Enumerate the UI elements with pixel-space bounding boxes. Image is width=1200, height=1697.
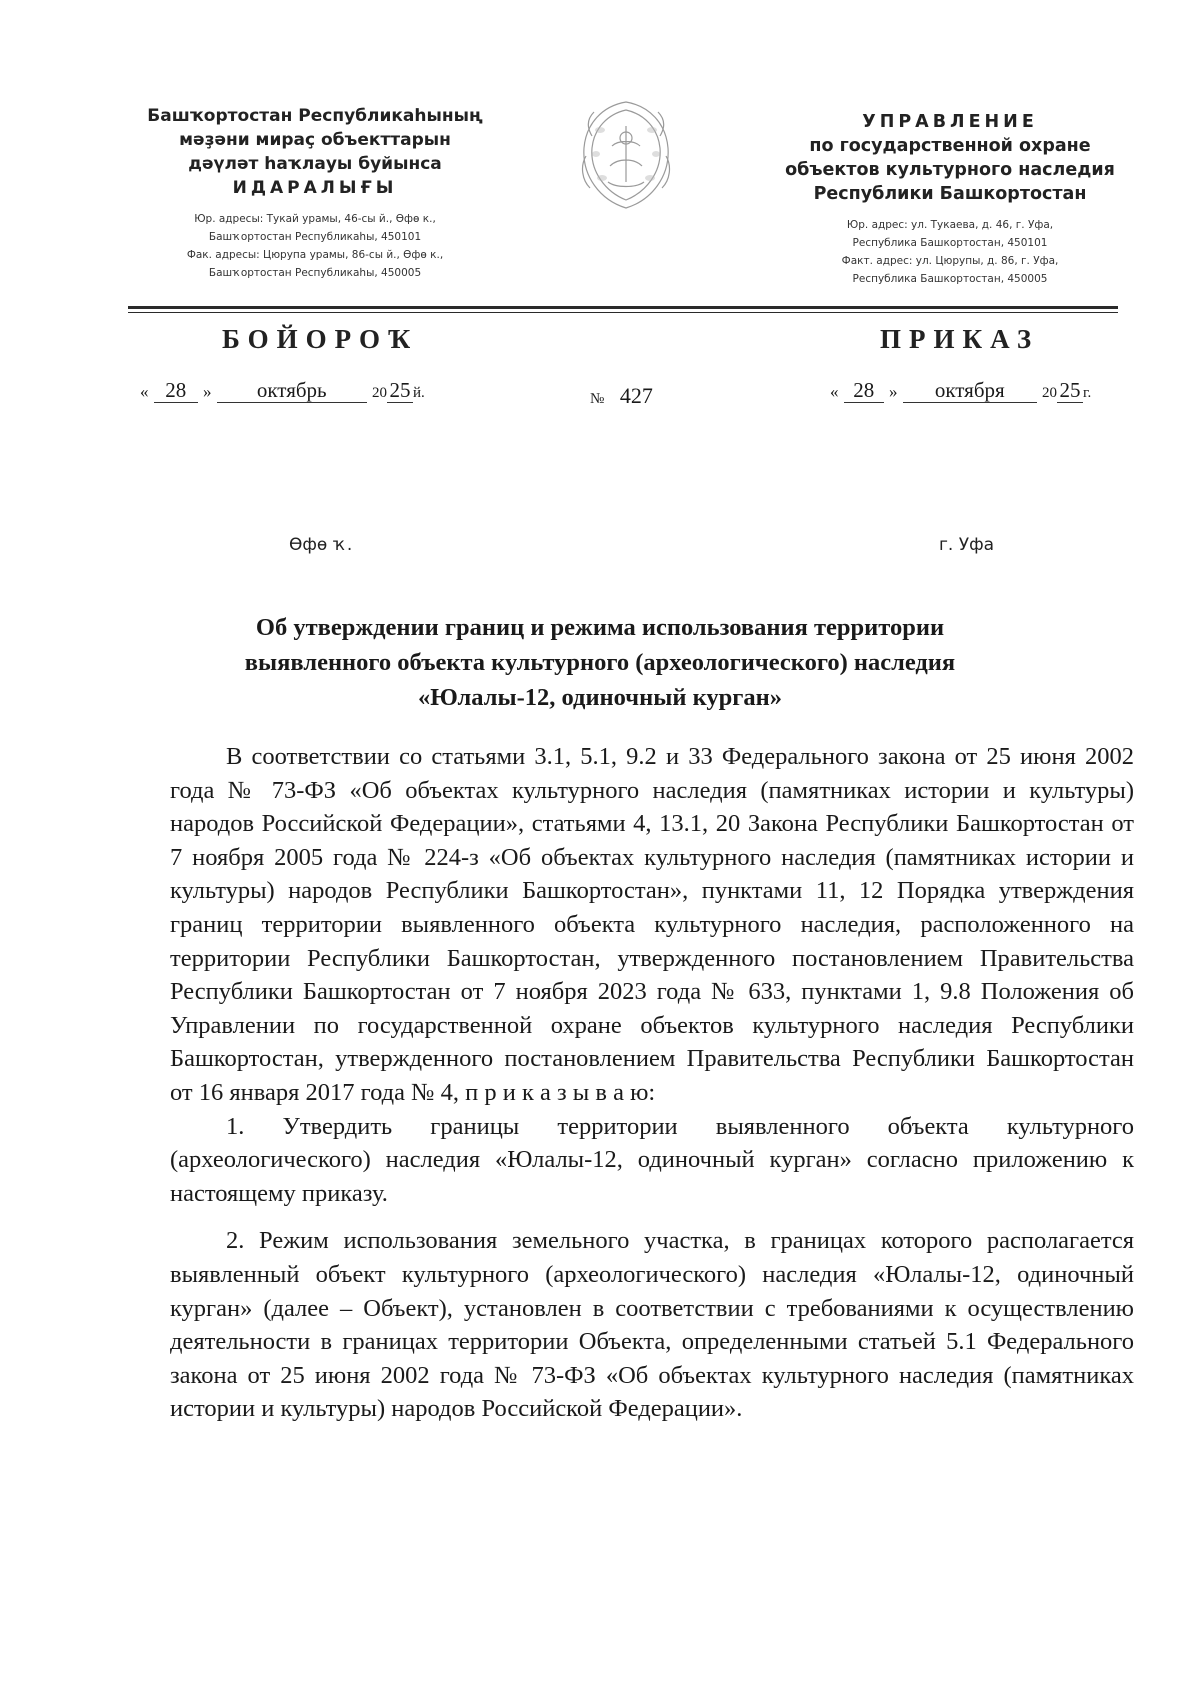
- city-bashkir: Өфө ҡ.: [289, 535, 353, 555]
- date-left: [140, 378, 425, 403]
- date-year-suffix: 25: [1057, 378, 1083, 403]
- date-year-prefix: 20: [1042, 385, 1057, 401]
- address-line: Башҡортостан Республикаһы, 450101: [208, 231, 422, 243]
- address-line: Республика Башкортостан, 450005: [852, 273, 1048, 285]
- open-quote: «: [830, 382, 839, 401]
- title-line: Об утверждении границ и режима использования территории: [255, 614, 945, 641]
- org-line: дәүләт һаҡлауы буйынса: [188, 154, 442, 174]
- org-line: объектов культурного наследия: [785, 160, 1115, 180]
- header-right-russian: [785, 110, 1115, 288]
- date-year-suffix: 25: [387, 378, 413, 403]
- date-day: 28: [154, 378, 198, 403]
- address-line: Факт. адрес: ул. Цюрупы, д. 86, г. Уфа,: [841, 255, 1059, 267]
- order-number: [590, 383, 653, 409]
- title-line: «Юлалы-12, одиночный курган»: [418, 684, 782, 711]
- number-value: 427: [619, 383, 653, 408]
- org-line: Башҡортостан Республикаһының: [147, 106, 483, 126]
- date-suffix: г.: [1083, 385, 1092, 401]
- org-name: ИДАРАЛЫҒЫ: [232, 178, 398, 198]
- preamble-paragraph: [170, 740, 1134, 1110]
- doc-type-russian: ПРИКАЗ: [880, 324, 1040, 354]
- date-suffix: й.: [413, 385, 425, 401]
- org-line: по государственной охране: [809, 136, 1091, 156]
- org-line: Республики Башкортостан: [813, 184, 1087, 204]
- org-name: УПРАВЛЕНИЕ: [862, 112, 1038, 132]
- header-divider-thick: [128, 306, 1118, 309]
- date-right: [830, 378, 1091, 403]
- address-line: Башҡортостан Республикаһы, 450005: [208, 267, 422, 279]
- document-title: [175, 610, 1025, 715]
- address-line: Юр. адресы: Тукай урамы, 46-сы й., Өфө к.,: [194, 213, 436, 225]
- date-day: 28: [844, 378, 884, 403]
- date-year-prefix: 20: [372, 385, 387, 401]
- document-body: [170, 740, 1134, 1426]
- address-line: Республика Башкортостан, 450101: [852, 237, 1048, 249]
- address-line: Фак. адресы: Цюрупа урамы, 86-сы й., Өфө к.,: [186, 249, 444, 261]
- date-month: октябрь: [217, 378, 367, 403]
- number-sign: №: [590, 391, 605, 407]
- coat-of-arms-emblem-icon: [572, 96, 680, 214]
- open-quote: «: [140, 382, 149, 401]
- header-left-bashkir: [130, 104, 500, 282]
- org-line: мәҙәни мираҫ объекттарын: [179, 130, 451, 150]
- address-block: [785, 216, 1115, 288]
- city-russian: г. Уфа: [939, 535, 995, 555]
- close-quote: »: [203, 382, 212, 401]
- address-line: Юр. адрес: ул. Тукаева, д. 46, г. Уфа,: [846, 219, 1054, 231]
- close-quote: »: [889, 382, 898, 401]
- title-line: выявленного объекта культурного (археологического) наследия: [244, 649, 956, 676]
- address-block: [130, 210, 500, 282]
- doc-type-bashkir: БОЙОРОҠ: [222, 324, 419, 354]
- item-2-paragraph: 2. Режим использования земельного участка, в границах которого располагается выявленный объект культурного (археологического) наследия «Юлалы-12, одиночный курган» (далее – Объект), установлен в соответствии с требованиями к осуществлению деятельности в границах территории Объекта, определенными статьей 5.1 Федерального закона от 25 июня 2002 года № 73-ФЗ «Об объектах культурного наследия (памятниках истории и культуры) народов Российской Федерации».: [170, 1227, 1134, 1423]
- date-month: октября: [903, 378, 1037, 403]
- order-word: п р и к а з ы в а ю:: [465, 1078, 656, 1106]
- item-1-paragraph: 1. Утвердить границы территории выявленного объекта культурного (археологического) наследия «Юлалы-12, одиночный курган» согласно приложению к настоящему приказу.: [170, 1112, 1134, 1207]
- preamble-text: В соответствии со статьями 3.1, 5.1, 9.2 и 33 Федерального закона от 25 июня 2002 года № 73-ФЗ «Об объектах культурного наследия (памятниках истории и культуры) народов Российской Федерации», статьями 4, 13.1, 20 Закона Республики Башкортостан от 7 ноября 2005 года № 224-з «Об объектах культурного наследия (памятниках истории и культуры) народов Республики Башкортостан», пунктами 11, 12 Порядка утверждения границ территории выявленного объекта культурного наследия, расположенного на территории Республики Башкортостан, утвержденного постановлением Правительства Республики Башкортостан от 7 ноября 2023 года № 633, пунктами 1, 9.8 Положения об Управлении по государственной охране объектов культурного наследия Республики Башкортостан, утвержденного постановлением Правительства Республики Башкортостан от 16 января 2017 года № 4,: [170, 743, 1134, 1106]
- header-divider-thin: [128, 312, 1118, 313]
